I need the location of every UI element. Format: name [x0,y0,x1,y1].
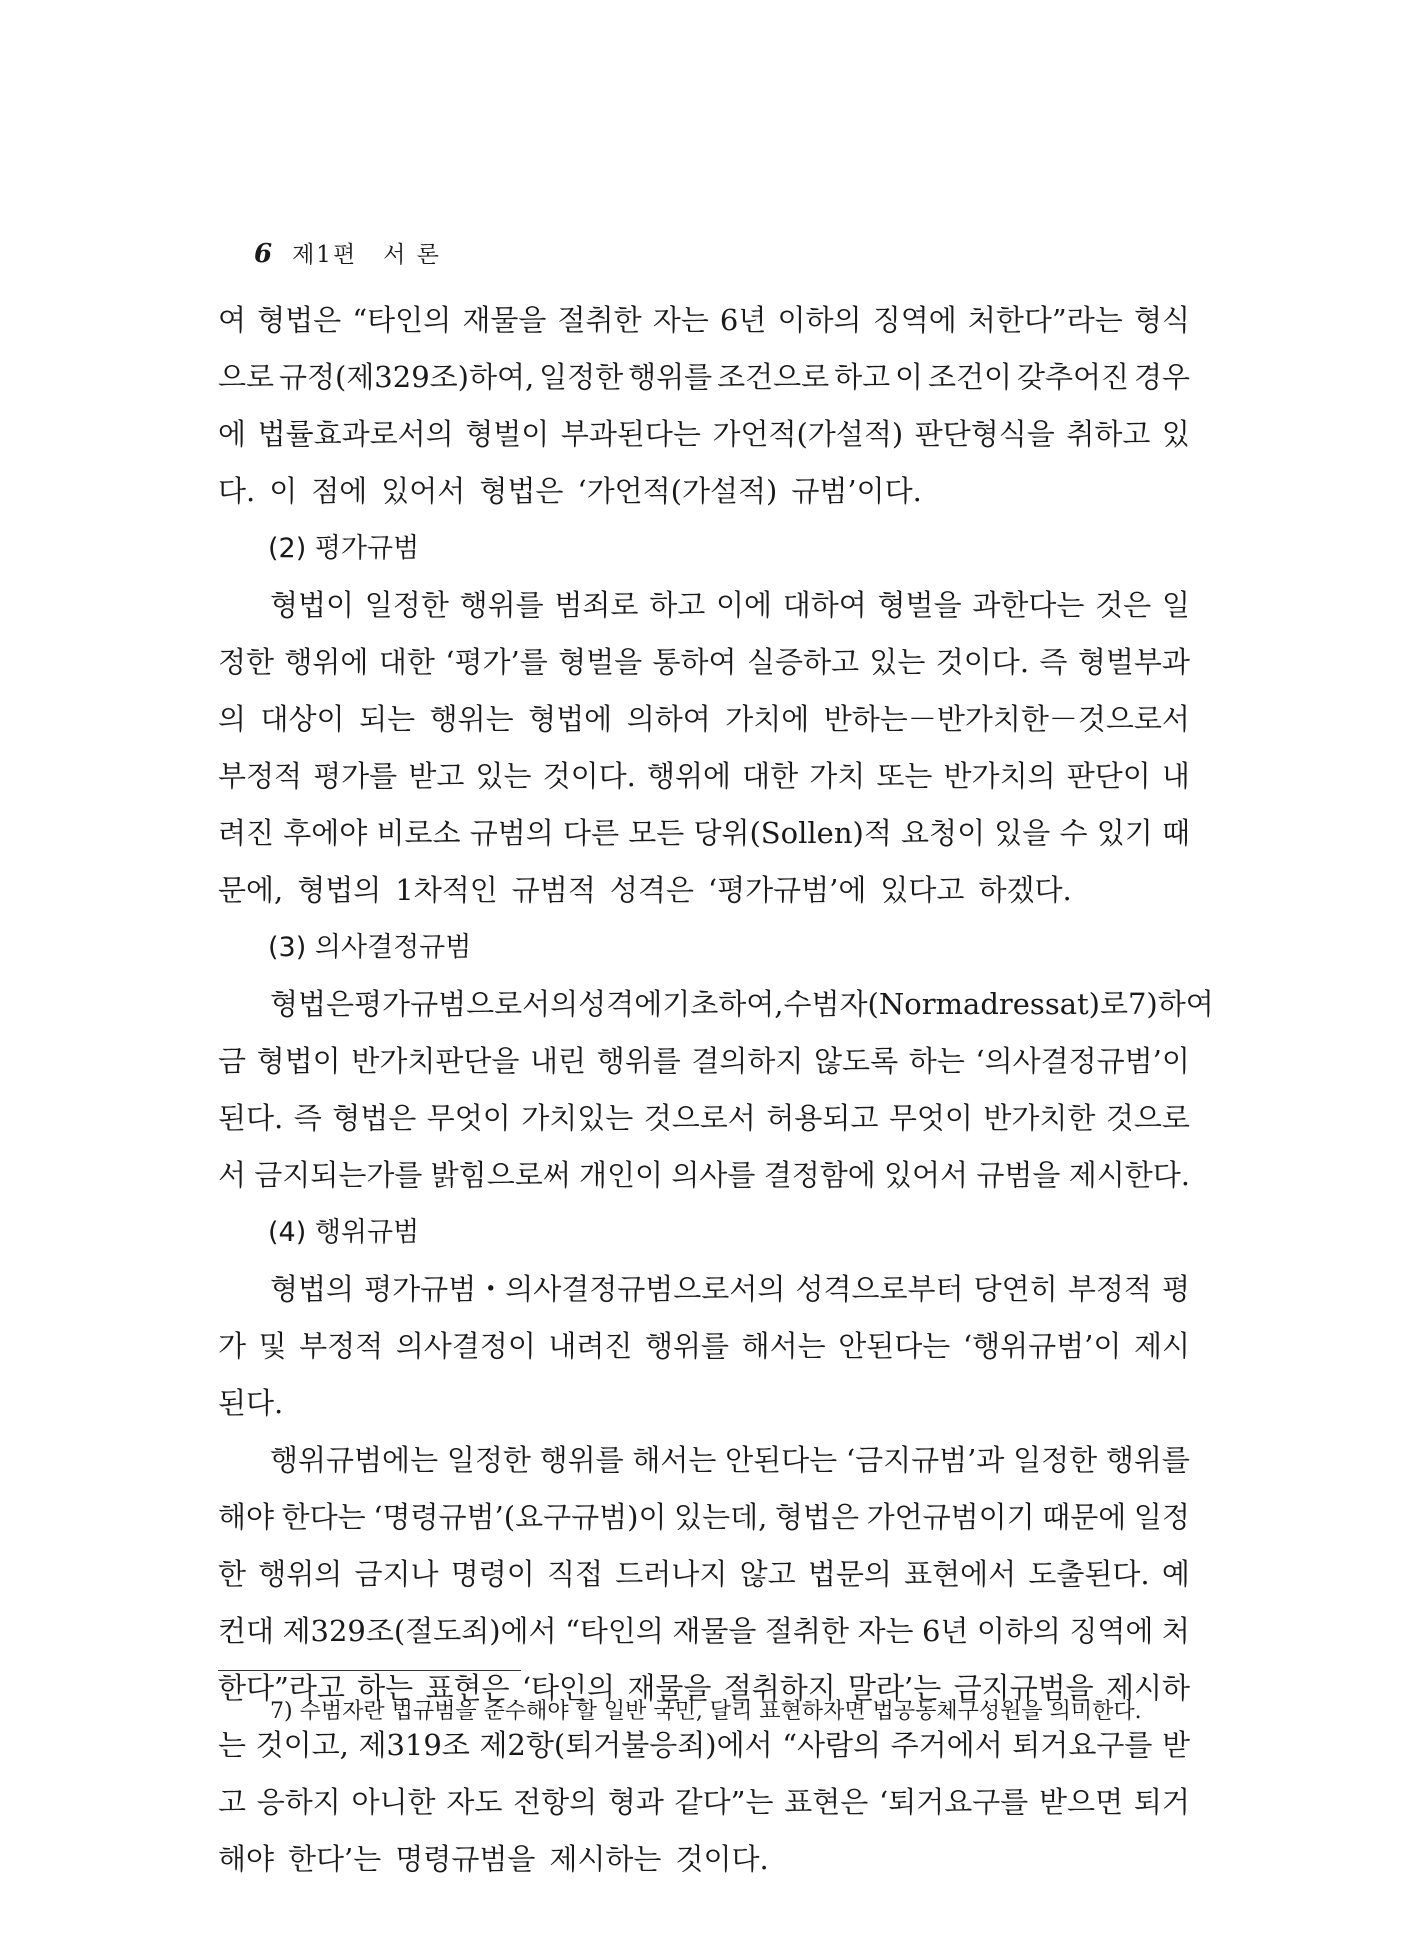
word: 컨대 [218,1614,275,1648]
word: 성격에 [578,987,663,1021]
footnote: 7) 수범자란 법규범을 준수해야 할 일반 국민, 달리 표현하자면 법공동체구성원을 의미한다. [270,1699,1142,1724]
word: 행위의 [258,1557,343,1591]
word: 반하는－반가치한－것으로서 [823,702,1190,736]
word: 이하의 [777,303,862,337]
word: 무엇이 [888,1101,973,1135]
word: 처 [1161,1614,1190,1648]
word: 6년 [719,303,767,337]
word: 형법의 [297,873,382,907]
word: 퇴거 [1133,1785,1190,1819]
body-line [218,1432,1190,1489]
word: 하겠다. [978,873,1072,907]
body-line [218,1090,1190,1147]
body-line [218,691,1190,748]
word: ‘평가규범’에 [707,873,867,907]
word: 형벌을 [558,645,643,679]
header-chapter: 서 론 [383,242,441,268]
word: 형법이 [270,588,355,622]
word: 제2항(퇴거불응죄)에서 [479,1728,773,1762]
word: 당위(Sollen)적 [693,816,892,850]
word: 같다”는 [674,1785,774,1819]
word: 것이고, [255,1728,349,1762]
word: 있는 [869,645,926,679]
word: 대하여 [782,588,867,622]
word: 제시하 [1105,1671,1190,1705]
word: 통하여 [652,645,737,679]
word: 형법은 [270,987,355,1021]
word: 받 [1161,1728,1190,1762]
word: 재물을 [672,1614,757,1648]
word: ‘의사결정규범’이 [975,1044,1190,1078]
word: 직접 [547,1557,604,1591]
word: 법률효과로서의 [257,417,454,451]
word: 으로 [218,360,275,394]
word: ‘가언적(가설적) [577,474,778,508]
word: 재물을 [627,1671,712,1705]
word: 절취하지 [723,1671,836,1705]
word: 퇴거요구를 [1012,1728,1153,1762]
word: 형법에 [528,702,613,736]
word: 반가치의 [943,759,1056,793]
word: 한다”라고 [218,1671,345,1705]
word: 표현은 [784,1785,869,1819]
word: 이 [895,360,924,394]
word: 수 [1059,816,1088,850]
word: 것으로 [1105,1101,1190,1135]
word: 평 [1161,1272,1190,1306]
word: 하는 [908,1044,965,1078]
word: “사람의 [782,1728,882,1762]
word: 제319조 [358,1728,470,1762]
word: 절취한 [764,1614,849,1648]
word: 이하의 [976,1614,1061,1648]
word: 금 [218,1044,247,1078]
word: 즉 [1039,645,1068,679]
word: 모든 [628,816,685,850]
body-line [218,976,1214,1033]
word: 6년 [921,1614,969,1648]
body-line [218,1603,1190,1660]
body-line [218,577,1190,634]
word: 제시 [1133,1329,1190,1363]
word: 기초하여, [662,987,784,1021]
word: 재물을 [462,303,547,337]
body-text [218,292,1214,1888]
word: 조건이 [927,360,1013,394]
word: 때문에 [1042,1500,1127,1534]
word: 것이다. [935,645,1030,679]
word: 형법은 [257,303,342,337]
word: 전항의 [513,1785,598,1819]
word: 이에 [715,588,772,622]
body-line [218,349,1190,406]
word: 규범적 [511,873,596,907]
word: 형과 [607,1785,664,1819]
page-number: 6 [254,239,273,269]
word: 예 [1161,1557,1190,1591]
word: 있는데, [674,1500,768,1534]
word: 규범을 [976,1158,1061,1192]
word: 또는 [876,759,933,793]
body-line [218,1033,1190,1090]
word: 형벌이 [465,417,550,451]
word: 규범의 [469,816,554,850]
body-line [218,1318,1190,1375]
word: 이 [269,474,298,508]
word: 개인이 [579,1158,664,1192]
word: 려진 [218,816,275,850]
word: 무엇이 [426,1101,511,1135]
word: 내린 [530,1044,587,1078]
body-line [218,1261,1190,1318]
body-line [218,1489,1190,1546]
word: 가 [218,1329,247,1363]
word: 일정한 [1013,1443,1098,1477]
word: 한 [218,1557,247,1591]
word: 행위를 [628,360,713,394]
word: 가치에 [725,702,810,736]
word: 안된다는 [838,1329,951,1363]
word: 반가치판단을 [351,1044,520,1078]
word: 의하여 [626,702,711,736]
word: 당연히 [973,1272,1058,1306]
word: 금지규범을 [953,1671,1094,1705]
word: 내려진 [548,1329,633,1363]
word: 비로소 [376,816,461,850]
word: 형벌을 [877,588,962,622]
word: 행위를 [645,1329,730,1363]
word: 서 [218,1158,247,1192]
word: 부과된다는 [560,417,701,451]
word: 다. [218,474,256,508]
word: 평가규범・의사결정규범으로서의 [364,1272,786,1306]
word: 한다’는 [288,1842,382,1876]
word: 징역에 [872,303,957,337]
word: 1차적인 [395,873,498,907]
word: 실증하고 [746,645,859,679]
word: 조건으로 [717,360,830,394]
word: 허용되고 [766,1101,879,1135]
word: 여 [218,303,247,337]
word: 후에야 [283,816,368,850]
word: ‘평가’를 [445,645,548,679]
word: 성격으로부터 [795,1272,964,1306]
word: 된다. [218,1386,284,1420]
word: 형법이 [256,1044,341,1078]
word: 있다고 [880,873,965,907]
word: 요청이 [901,816,986,850]
section-heading-4: (4) 행위규범 [268,1217,420,1248]
word: 대한 [378,645,435,679]
word: 고 [218,1785,247,1819]
word: 있기 [1096,816,1153,850]
body-line [218,748,1190,805]
word: 행위를 [1105,1443,1190,1477]
word: 하고 [649,588,706,622]
word: 해야 [218,1842,275,1876]
word: 해야 [218,1500,275,1534]
word: 문에, [218,873,284,907]
body-line [218,805,1190,862]
word: 의사결정이 [395,1329,536,1363]
word: 행위에 [284,645,369,679]
word: 있 [1161,417,1190,451]
running-header [254,236,441,269]
body-line [218,1831,1190,1888]
word: 제시한다. [1068,1158,1190,1192]
word: 행위를 [459,588,544,622]
word: 되는 [359,702,416,736]
word: 는 [218,1728,247,1762]
word: 하여 [1157,987,1214,1021]
word: 아니한 [351,1785,436,1819]
word: 있는 [475,759,532,793]
word: 성격은 [609,873,694,907]
word: 판단형식을 [914,417,1055,451]
word: 때 [1161,816,1190,850]
section-heading-3: (3) 의사결정규범 [268,932,472,963]
footnote-divider [218,1670,521,1671]
word: 징역에 [1069,1614,1154,1648]
word: 제329조(절도죄)에서 [282,1614,557,1648]
word: 것으로서 [643,1101,756,1135]
word: 법문의 [807,1557,892,1591]
word: 금지나 [354,1557,439,1591]
word: 형법은 [332,1101,417,1135]
word: 규정(제329조)하여, [278,360,535,394]
word: 자는 [857,1614,914,1648]
word: 하는 [357,1671,414,1705]
word: 부정적 [218,759,303,793]
word: 가치 [809,759,866,793]
body-line [218,862,1190,919]
word: 부정적 [1067,1272,1152,1306]
body-line [218,463,1190,520]
word: 한다는 [281,1500,366,1534]
word: ‘퇴거요구를 [879,1785,1029,1819]
body-line [218,1375,1190,1432]
word: 수범자(Normadressat)로7) [783,987,1158,1021]
word: 내 [1161,759,1190,793]
word: 의사를 [671,1158,756,1192]
word: 과한다는 [972,588,1085,622]
word: 부정적 [299,1329,384,1363]
word: 즉 [293,1101,322,1135]
word: 자는 [652,303,709,337]
word: 드러나지 [615,1557,728,1591]
word: 응하지 [256,1785,341,1819]
word: 가언규범이기 [866,1500,1035,1534]
word: 범죄로 [554,588,639,622]
word: 도출된다. [1028,1557,1150,1591]
body-line [218,1147,1190,1204]
body-line [218,406,1190,463]
word: 판단이 [1066,759,1151,793]
word: 표현에서 [904,1557,1017,1591]
word: 받으면 [1039,1785,1124,1819]
word: 일정 [1133,1500,1190,1534]
word: 행위규범에는 [270,1443,439,1477]
word: 주거에서 [890,1728,1003,1762]
word: 형식 [1133,303,1190,337]
word: 것은 [1095,588,1152,622]
word: 명령규범을 [395,1842,536,1876]
word: 가언적(가설적) [712,417,904,451]
word: 경우 [1133,360,1190,394]
word: 및 [258,1329,287,1363]
word: 명령이 [450,1557,535,1591]
word: 밝힘으로써 [430,1158,571,1192]
body-line [218,1546,1190,1603]
word: 점에 [311,474,368,508]
word: 행위를 [596,1044,681,1078]
body-line [218,634,1190,691]
word: 일정한 [446,1443,531,1477]
word: 평가규범으로서의 [354,987,579,1021]
word: 결정함에 [763,1158,876,1192]
section-heading-2: (2) 평가규범 [268,533,420,564]
word: ‘행위규범’이 [962,1329,1122,1363]
word: 않고 [739,1557,796,1591]
word: 표현은 [425,1671,510,1705]
word: 제시하는 [549,1842,662,1876]
header-part: 제1편 [292,242,358,268]
word: 있어서 [884,1158,969,1192]
word: 금지되는가를 [254,1158,423,1192]
word: 정한 [218,645,275,679]
word: 형법은 [774,1500,859,1534]
word: 규범’이다. [791,474,922,508]
word: ‘금지규범’과 [845,1443,1005,1477]
word: 대상이 [260,702,345,736]
word: 일정한 [364,588,449,622]
word: 해서는 [632,1443,717,1477]
word: 행위에 [646,759,732,793]
word: 절취한 [557,303,642,337]
word: 않도록 [814,1044,899,1078]
word: 처한다”라는 [967,303,1123,337]
word: 안된다는 [725,1443,838,1477]
word: 있어서 [381,474,466,508]
word: 있을 [994,816,1051,850]
body-line [218,1774,1190,1831]
word: 말라’는 [848,1671,942,1705]
word: 반가치한 [983,1101,1096,1135]
word: 것이다. [675,1842,769,1876]
word: 자도 [446,1785,503,1819]
word: 받고 [408,759,465,793]
body-line [218,292,1190,349]
word: 에 [218,417,247,451]
word: 형법은 [479,474,564,508]
word: 형벌부과 [1077,645,1190,679]
word: 결의하지 [691,1044,804,1078]
word: 행위는 [429,702,514,736]
word: “타인의 [352,303,452,337]
word: 의 [218,702,247,736]
word: 일 [1161,588,1190,622]
word: 형법의 [270,1272,355,1306]
word: 다른 [562,816,620,850]
word: 취하고 [1066,417,1151,451]
word: ‘타인의 [521,1671,616,1705]
word: 대한 [742,759,799,793]
word: 평가를 [313,759,398,793]
word: 해서는 [741,1329,826,1363]
word: ‘명령규범’(요구규범)이 [373,1500,667,1534]
word: 것이다. [542,759,636,793]
word: 하고 [834,360,891,394]
word: 가치있는 [521,1101,634,1135]
word: 갖추어진 [1016,360,1130,394]
word: 일정한 [539,360,624,394]
word: “타인의 [565,1614,664,1648]
word: 행위를 [539,1443,624,1477]
word: 된다. [218,1101,284,1135]
